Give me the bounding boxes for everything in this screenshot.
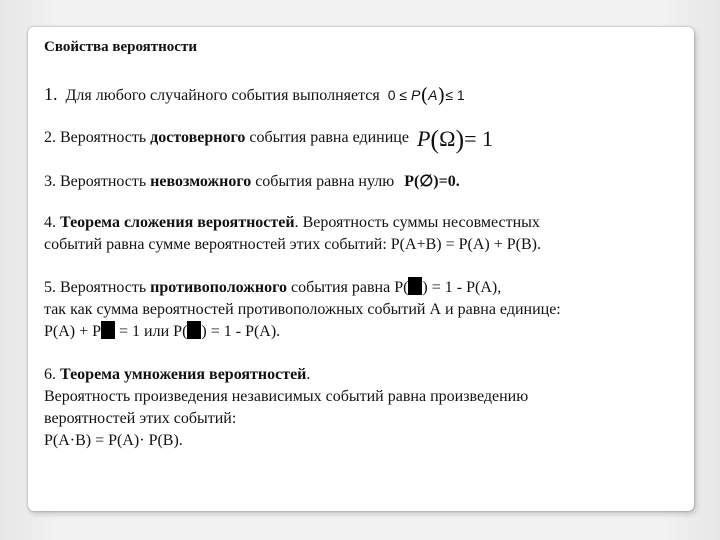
redacted-symbol [408,277,422,295]
property-5-formula-part-3: ) = 1 - P(A). [201,323,281,340]
redacted-symbol [101,321,115,339]
property-3-formula: P(∅)=0. [404,173,460,190]
redacted-symbol [187,321,201,339]
property-2-formula [416,125,494,154]
property-5-keyword: противоположного [150,279,287,296]
property-3-keyword: невозможного [150,173,252,190]
property-1-formula [387,83,465,107]
property-4-number: 4. [44,214,60,231]
property-5-formula-part-2: = 1 или P( [115,323,188,340]
formula-upper-bound: ≤ 1 [445,87,465,103]
property-5-line-1 [44,277,501,299]
property-6-number: 6. [44,366,60,383]
property-6-line-2: Вероятность произведения независимых событий равна произведению [44,388,529,405]
property-2 [44,125,494,154]
property-4-keyword: Теорема сложения вероятностей [60,214,295,231]
property-6-keyword: Теорема умножения вероятностей [60,366,307,383]
property-5-line-3 [44,321,280,343]
property-1 [44,83,465,107]
formula-paren-open: ( [430,125,440,154]
property-2-keyword: достоверного [150,129,246,146]
property-6-line-1 [44,364,310,386]
property-3-prefix: 3. Вероятность [44,173,151,190]
property-3-suffix: события равна нулю [251,173,395,190]
property-1-text: Для любого случайного события выполняется [65,87,380,104]
formula-lower-bound: 0 ≤ [387,87,411,103]
slide-panel [28,27,694,511]
property-4-line-1-text: . Вероятность суммы несовместных [294,214,540,231]
property-3 [44,171,460,193]
property-4-line-1 [44,212,540,234]
property-5-prefix: 5. Вероятность [44,279,151,296]
property-6-line-1-text: . [306,366,311,383]
property-5-suffix: события равна P( [286,279,409,296]
formula-event-a: A [428,87,438,103]
formula-p: P [416,126,431,151]
property-5-formula-part-1: P(A) + P [44,323,102,340]
formula-paren-open: ( [420,83,429,107]
property-2-suffix: события равна единице [245,129,409,146]
formula-omega: Ω [439,126,456,151]
property-4-line-2: событий равна сумме вероятностей этих событий: P(A+B) = P(A) + P(B). [44,236,541,253]
property-5-formula-end: ) = 1 - P(A), [422,279,502,296]
property-6-line-4: P(A·B) = P(A)· P(B). [44,432,183,449]
property-5-line-2: так как сумма вероятностей противоположных событий А и равна единице: [44,301,561,318]
formula-paren-close: ) [437,83,446,107]
property-2-prefix: 2. Вероятность [44,129,151,146]
slide-title: Свойства вероятности [44,39,197,55]
property-6-line-3: вероятностей этих событий: [44,410,237,427]
formula-paren-close: ) [455,125,465,154]
formula-p: P [411,87,421,103]
property-1-number: 1. [44,84,58,104]
formula-equals-one: = 1 [464,126,494,151]
